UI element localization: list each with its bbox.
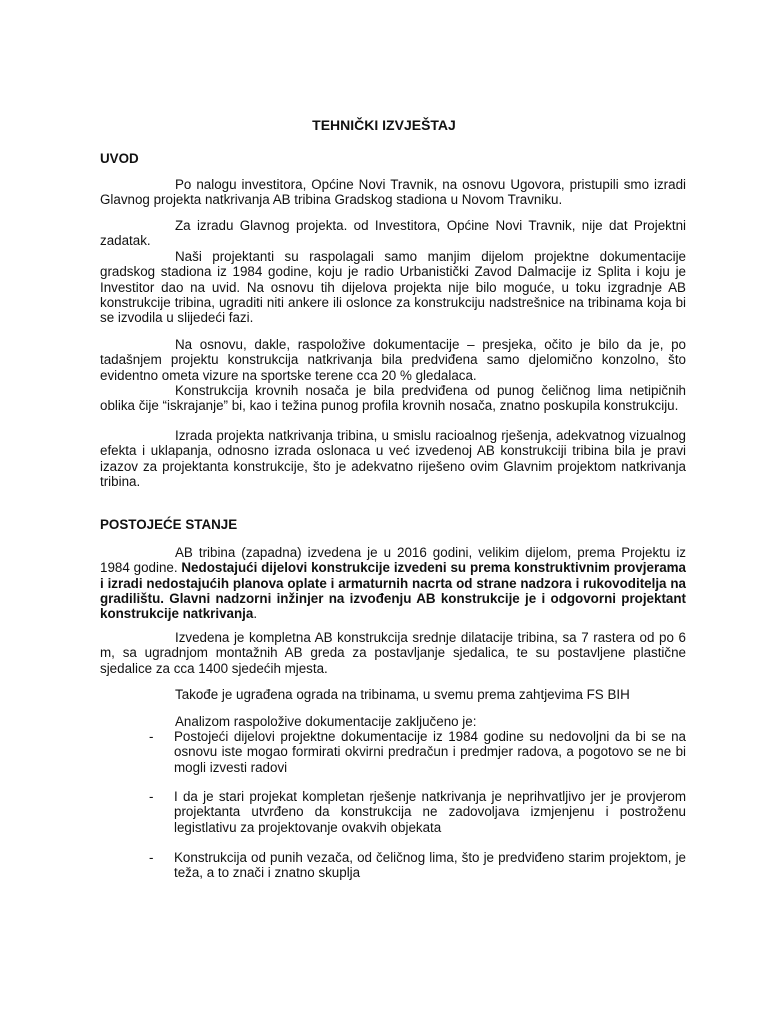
paragraph-text: Za izradu Glavnog projekta. od Investitora, Općine Novi Travnik, nije dat Projektni zadatak. (100, 218, 686, 249)
paragraph-text: . (253, 606, 258, 622)
paragraph-text: Izrada projekta natkrivanja tribina, u smislu racioalnog rješenja, adekvatnog vizualnog efekta i uklapanja, odnosno izrada oslonaca u već izvedenoj AB konstrukciji tribina bila je pravi izazov za projektanta konstrukcije, što je adekvatno riješeno ovim Glavnim projektom natkrivanja tribina. (100, 428, 686, 489)
section-heading-postojece-stanje: POSTOJEĆE STANJE (100, 517, 238, 532)
section-heading-uvod: UVOD (100, 151, 139, 166)
document-title: TEHNIČKI IZVJEŠTAJ (312, 117, 456, 133)
paragraph (100, 218, 686, 249)
paragraph (100, 337, 686, 383)
list-dash: - (149, 789, 154, 804)
list-item-text: Konstrukcija od punih vezača, od čeličnog lima, što je predviđeno starim projektom, je teža, a to znači i znatno skuplja (174, 850, 686, 881)
paragraph (100, 630, 686, 676)
paragraph-bold-text: Nedostajući dijelovi konstrukcije izvedeni su prema konstruktivnim provjerama i izradi nedostajućih planova oplate i armaturnih nacrta od strane nadzora i rukovoditelja na gradilištu. Glavni nadzorni inžinjer na izvođenju AB konstrukcije je i odgovorni projektant konstrukcije natkrivanja (100, 560, 686, 622)
paragraph (100, 687, 686, 702)
paragraph-text: Analizom raspoložive dokumentacije zaključeno je: (175, 714, 477, 729)
paragraph-text: Na osnovu, dakle, raspoložive dokumentacije – presjeka, očito je bilo da je, po tadašnjem projektu konstrukcija natkrivanja bila predviđena samo djelomično konzolno, što evidentno ometa vizure na sportske terene cca 20 % gledalaca. (100, 337, 686, 383)
list-item (149, 729, 686, 775)
paragraph (100, 428, 686, 489)
paragraph-text: Po nalogu investitora, Općine Novi Travnik, na osnovu Ugovora, pristupili smo izradi Glavnog projekta natkrivanja AB tribina Gradskog stadiona u Novom Travniku. (100, 177, 686, 208)
paragraph-text: Naši projektanti su raspolagali samo manjim dijelom projektne dokumentacije gradskog stadiona iz 1984 godine, koju je radio Urbanistički Zavod Dalmacije iz Splita i koju je Investitor dao na uvid. Na osnovu tih dijelova projekta nije bilo moguće, u toku izgradnje AB konstrukcije tribina, ugraditi niti ankere ili oslonce za konstrukciju nadstrešnice na tribinama koja bi se izvodila u slijedeći fazi. (100, 249, 686, 326)
paragraph (100, 249, 686, 325)
list-dash: - (149, 850, 154, 865)
paragraph-text: Konstrukcija krovnih nosača je bila predviđena od punog čeličnog lima netipičnih oblika čije “iskrajanje” bi, kao i težina punog profila krovnih nosača, znatno poskupila konstrukciju. (100, 383, 686, 414)
list-item (149, 789, 686, 835)
paragraph (100, 545, 686, 621)
list-item-text: Postojeći dijelovi projektne dokumentacije iz 1984 godine su nedovoljni da bi se na osnovu iste mogao formirati okvirni predračun i predmjer radova, a pogotovo se ne bi mogli izvesti radovi (174, 729, 686, 775)
list-dash: - (149, 729, 154, 744)
paragraph-text: AB tribina (zapadna) izvedena je u 2016 godini, velikim dijelom, prema Projektu iz 1984 godine. (100, 545, 686, 576)
paragraph (100, 177, 686, 208)
paragraph-text: Izvedena je kompletna AB konstrukcija srednje dilatacije tribina, sa 7 rastera od po 6 m, sa ugradnjom montažnih AB greda za postavljanje sjedalica, te su postavljene plastične sjedalice za cca 1400 sjedećih mjesta. (100, 630, 686, 676)
paragraph-text: Takođe je ugrađena ograda na tribinama, u svemu prema zahtjevima FS BIH (175, 687, 630, 702)
list-item (149, 850, 686, 881)
paragraph (100, 383, 686, 414)
paragraph (100, 714, 686, 729)
list-item-text: I da je stari projekat kompletan rješenje natkrivanja je neprihvatljivo jer je provjerom projektanta utvrđeno da konstrukcija ne zadovoljava izmjenjenu i postroženu legistlativu za projektovanje ovakvih objekata (174, 789, 686, 835)
